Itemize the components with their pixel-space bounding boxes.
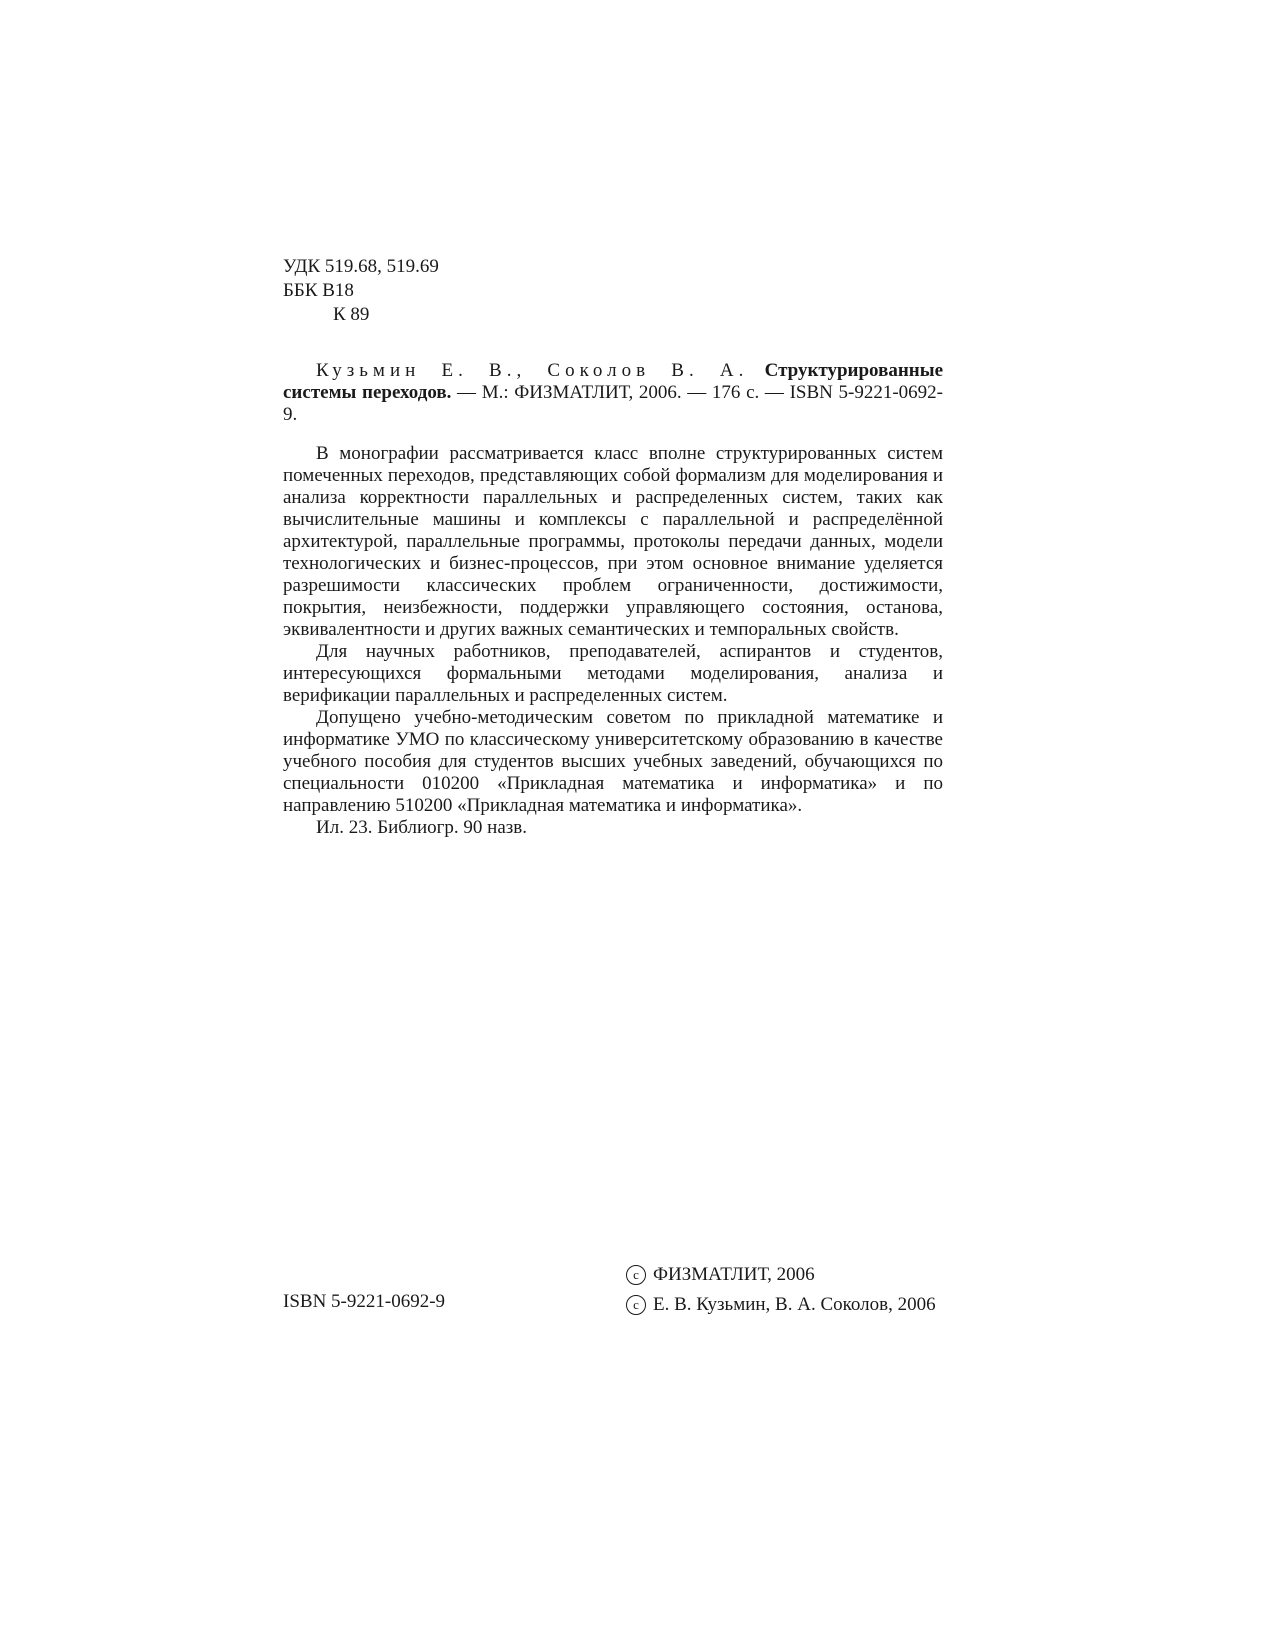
illustration-count: Ил. 23. Библиогр. 90 назв.	[316, 817, 527, 838]
classification-codes	[283, 255, 439, 327]
copyright-publisher	[626, 1260, 936, 1290]
copyright-icon: c	[626, 1295, 646, 1315]
author-mark: К 89	[333, 304, 370, 325]
copyright-block	[626, 1260, 936, 1320]
biblio-authors: Кузьмин Е. В., Соколов В. А.	[316, 360, 749, 381]
publication-details: — М.: ФИЗМАТЛИТ, 2006. — 176 с. — ISBN 5-9221-0692-9.	[283, 382, 943, 425]
bbk-code: ББК B18	[283, 280, 354, 301]
annotation-paragraph: В монографии рассматривается класс вполне структурированных систем помеченных переходов, представляющих собой формализм для моделирования и анализа корректности параллельных и распределенных систем, таких как вычислительные машины и комплексы с параллельной и распределённой архитектурой, параллельные программы, протоколы передачи данных, модели технологических и бизнес-процессов, при этом основное внимание уделяется разрешимости классических проблем ограниченности, достижимости, покрытия, неизбежности, поддержки управляющего состояния, останова, эквивалентности и других важных семантических и темпоральных свойств.	[283, 443, 943, 640]
bibliographic-entry	[283, 360, 943, 426]
copyright-authors-text: Е. В. Кузьмин, В. А. Соколов, 2006	[653, 1294, 936, 1315]
annotation	[283, 443, 943, 839]
udk-code: УДК 519.68, 519.69	[283, 256, 439, 277]
copyright-icon: c	[626, 1265, 646, 1285]
isbn: ISBN 5-9221-0692-9	[283, 1291, 446, 1312]
book-title: Структурированные системы переходов.	[283, 360, 944, 403]
copyright-authors	[626, 1290, 936, 1320]
annotation-paragraph: Допущено учебно-методическим советом по прикладной математике и информатике УМО по классическому университетскому образованию в качестве учебного пособия для студентов высших учебных заведений, обучающихся по специальности 010200 «Прикладная математика и информатика» и по направлению 510200 «Прикладная математика и информатика».	[283, 707, 943, 816]
annotation-paragraph: Для научных работников, преподавателей, аспирантов и студентов, интересующихся формальными методами моделирования, анализа и верификации параллельных и распределенных систем.	[283, 641, 943, 706]
copyright-publisher-text: ФИЗМАТЛИТ, 2006	[653, 1264, 815, 1285]
